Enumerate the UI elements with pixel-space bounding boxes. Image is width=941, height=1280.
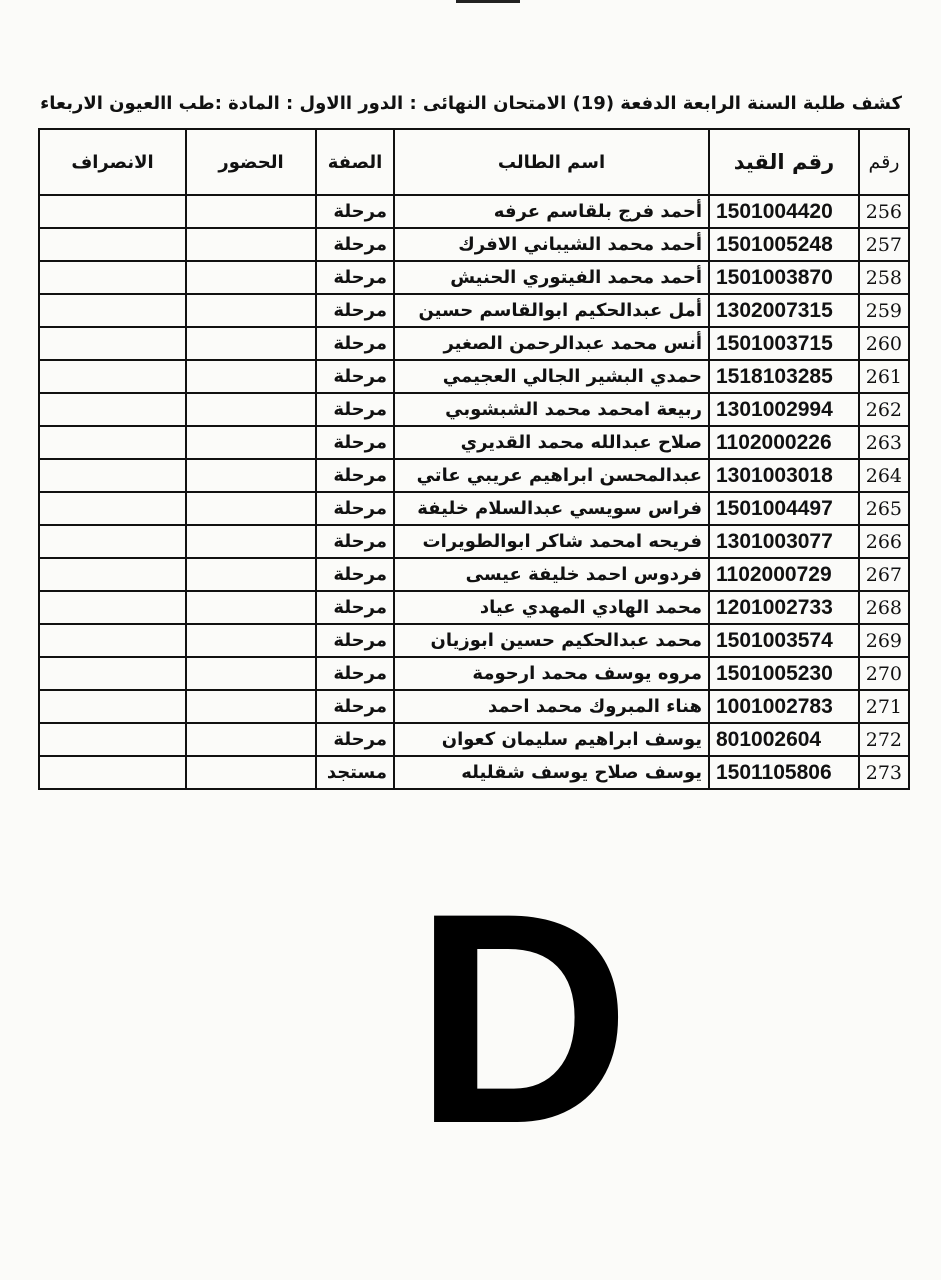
departure-cell [39, 624, 186, 657]
registration-number: 1518103285 [709, 360, 859, 393]
departure-cell [39, 327, 186, 360]
departure-cell [39, 723, 186, 756]
registration-number: 1301003018 [709, 459, 859, 492]
table-row [39, 690, 909, 723]
table-row [39, 525, 909, 558]
student-name: أنس محمد عبدالرحمن الصغير [394, 327, 709, 360]
table-row [39, 492, 909, 525]
column-header-attendance: الحضور [186, 129, 316, 195]
table-row [39, 426, 909, 459]
registration-number: 1501004420 [709, 195, 859, 228]
departure-cell [39, 690, 186, 723]
table-header-row [39, 129, 909, 195]
student-status: مرحلة [316, 327, 394, 360]
row-number: 263 [859, 426, 909, 459]
student-name: حمدي البشير الجالي العجيمي [394, 360, 709, 393]
student-status: مرحلة [316, 558, 394, 591]
table-row [39, 624, 909, 657]
row-number: 262 [859, 393, 909, 426]
student-name: صلاح عبدالله محمد القديري [394, 426, 709, 459]
departure-cell [39, 657, 186, 690]
table-row [39, 558, 909, 591]
student-name: يوسف صلاح يوسف شقليله [394, 756, 709, 789]
student-name: فريحه امحمد شاكر ابوالطويرات [394, 525, 709, 558]
departure-cell [39, 492, 186, 525]
student-name: أحمد محمد الفيتوري الحنيش [394, 261, 709, 294]
group-letter: D [414, 850, 631, 1186]
student-status: مرحلة [316, 459, 394, 492]
student-name: هناء المبروك محمد احمد [394, 690, 709, 723]
student-status: مرحلة [316, 591, 394, 624]
attendance-cell [186, 690, 316, 723]
top-edge-mark [456, 0, 520, 3]
row-number: 266 [859, 525, 909, 558]
departure-cell [39, 459, 186, 492]
student-name: يوسف ابراهيم سليمان كعوان [394, 723, 709, 756]
student-status: مرحلة [316, 525, 394, 558]
row-number: 261 [859, 360, 909, 393]
attendance-cell [186, 459, 316, 492]
row-number: 269 [859, 624, 909, 657]
attendance-cell [186, 261, 316, 294]
departure-cell [39, 393, 186, 426]
row-number: 273 [859, 756, 909, 789]
attendance-cell [186, 393, 316, 426]
student-name: أحمد فرج بلقاسم عرفه [394, 195, 709, 228]
registration-number: 1102000226 [709, 426, 859, 459]
table-row [39, 360, 909, 393]
table-row [39, 591, 909, 624]
student-name: محمد الهادي المهدي عياد [394, 591, 709, 624]
registration-number: 1501005230 [709, 657, 859, 690]
student-name: فراس سويسي عبدالسلام خليفة [394, 492, 709, 525]
sheet-title: كشف طلبة السنة الرابعة الدفعة (19) الامتحان النهائى : الدور االاول : المادة :طب االعيون الاربعاء [40, 93, 902, 114]
student-status: مرحلة [316, 657, 394, 690]
student-status: مرحلة [316, 426, 394, 459]
attendance-cell [186, 723, 316, 756]
table-row [39, 657, 909, 690]
attendance-cell [186, 360, 316, 393]
departure-cell [39, 195, 186, 228]
attendance-cell [186, 426, 316, 459]
registration-number: 1501003715 [709, 327, 859, 360]
registration-number: 1501005248 [709, 228, 859, 261]
registration-number: 1302007315 [709, 294, 859, 327]
student-status: مرحلة [316, 261, 394, 294]
table-row [39, 756, 909, 789]
attendance-cell [186, 294, 316, 327]
row-number: 270 [859, 657, 909, 690]
attendance-table [38, 128, 910, 790]
student-name: أمل عبدالحكيم ابوالقاسم حسين [394, 294, 709, 327]
row-number: 258 [859, 261, 909, 294]
student-status: مرحلة [316, 492, 394, 525]
row-number: 257 [859, 228, 909, 261]
row-number: 267 [859, 558, 909, 591]
attendance-cell [186, 558, 316, 591]
departure-cell [39, 756, 186, 789]
student-status: مرحلة [316, 393, 394, 426]
row-number: 256 [859, 195, 909, 228]
table-row [39, 228, 909, 261]
attendance-cell [186, 492, 316, 525]
attendance-cell [186, 657, 316, 690]
student-name: محمد عبدالحكيم حسين ابوزيان [394, 624, 709, 657]
registration-number: 1501105806 [709, 756, 859, 789]
attendance-cell [186, 228, 316, 261]
table-row [39, 459, 909, 492]
table-row [39, 294, 909, 327]
row-number: 268 [859, 591, 909, 624]
row-number: 265 [859, 492, 909, 525]
departure-cell [39, 261, 186, 294]
departure-cell [39, 228, 186, 261]
row-number: 259 [859, 294, 909, 327]
table-row [39, 723, 909, 756]
student-status: مرحلة [316, 690, 394, 723]
registration-number: 1102000729 [709, 558, 859, 591]
column-header-student-name: اسم الطالب [394, 129, 709, 195]
student-status: مستجد [316, 756, 394, 789]
registration-number: 1501003870 [709, 261, 859, 294]
student-status: مرحلة [316, 195, 394, 228]
student-status: مرحلة [316, 723, 394, 756]
column-header-status: الصفة [316, 129, 394, 195]
attendance-cell [186, 624, 316, 657]
registration-number: 1501004497 [709, 492, 859, 525]
attendance-cell [186, 756, 316, 789]
column-header-number: رقم [859, 129, 909, 195]
departure-cell [39, 591, 186, 624]
table-row [39, 393, 909, 426]
registration-number: 1301003077 [709, 525, 859, 558]
row-number: 260 [859, 327, 909, 360]
row-number: 271 [859, 690, 909, 723]
departure-cell [39, 525, 186, 558]
attendance-cell [186, 525, 316, 558]
student-status: مرحلة [316, 360, 394, 393]
departure-cell [39, 426, 186, 459]
registration-number: 1501003574 [709, 624, 859, 657]
registration-number: 801002604 [709, 723, 859, 756]
column-header-registration: رقم القيد [709, 129, 859, 195]
student-name: مروه يوسف محمد ارحومة [394, 657, 709, 690]
registration-number: 1301002994 [709, 393, 859, 426]
row-number: 264 [859, 459, 909, 492]
student-name: ربيعة امحمد محمد الشبشوبي [394, 393, 709, 426]
attendance-cell [186, 327, 316, 360]
registration-number: 1001002783 [709, 690, 859, 723]
table-row [39, 195, 909, 228]
departure-cell [39, 360, 186, 393]
table-row [39, 261, 909, 294]
row-number: 272 [859, 723, 909, 756]
student-name: أحمد محمد الشيباني الافرك [394, 228, 709, 261]
table-row [39, 327, 909, 360]
student-status: مرحلة [316, 228, 394, 261]
column-header-departure: الانصراف [39, 129, 186, 195]
student-status: مرحلة [316, 294, 394, 327]
student-status: مرحلة [316, 624, 394, 657]
departure-cell [39, 294, 186, 327]
departure-cell [39, 558, 186, 591]
attendance-cell [186, 195, 316, 228]
attendance-cell [186, 591, 316, 624]
student-name: عبدالمحسن ابراهيم عريبي عاتي [394, 459, 709, 492]
student-name: فردوس احمد خليفة عيسى [394, 558, 709, 591]
registration-number: 1201002733 [709, 591, 859, 624]
